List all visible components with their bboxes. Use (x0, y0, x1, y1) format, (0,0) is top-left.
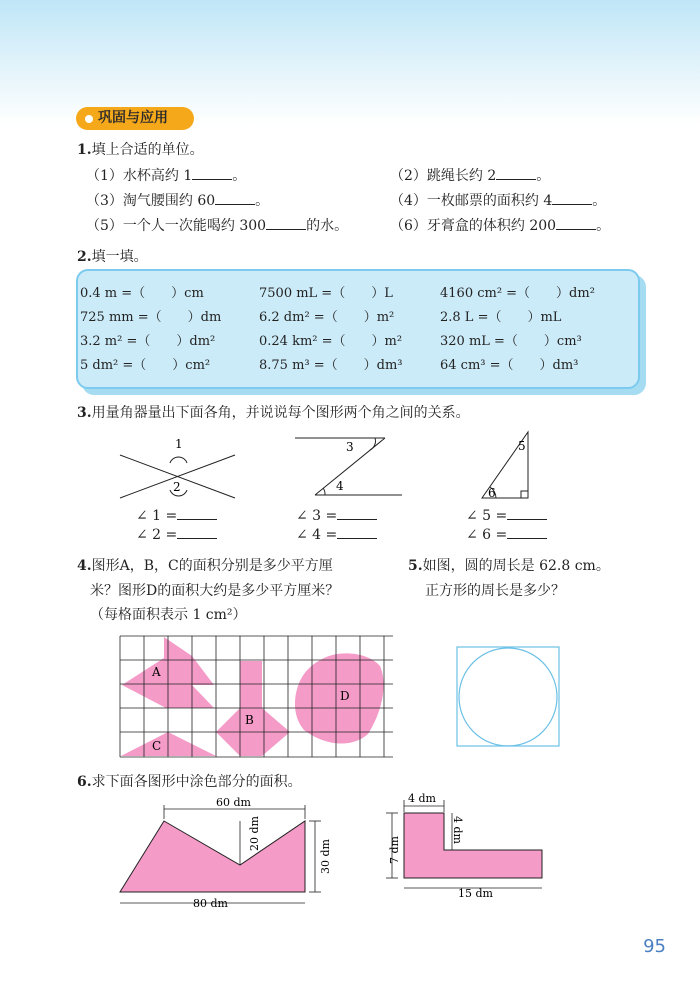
dimension-label: 15 dm (458, 887, 493, 900)
q1-item-text: （1）水杯高约 1 (86, 168, 193, 184)
q1-text: 填上合适的单位。 (91, 142, 204, 158)
dimension-label: 80 dm (193, 897, 228, 910)
angle-label-6: 6 (488, 486, 496, 500)
dimension-label: 20 dm (248, 816, 261, 851)
page-number: 95 (643, 936, 666, 957)
q6-heading (77, 773, 302, 791)
angle-label-4: 4 (336, 479, 344, 493)
answer-label: ∠ 2 = (136, 527, 178, 543)
shape-label-a: A (152, 665, 161, 679)
q1-item-text: （3）淘气腰围约 60 (86, 193, 216, 209)
q2-text: 填一填。 (91, 249, 148, 265)
angle-label-3: 3 (346, 440, 354, 454)
q5-text: 如图，圆的周长是 62.8 cm。 (422, 558, 610, 574)
q1-item-5 (86, 216, 348, 235)
q1-item-6 (390, 216, 610, 235)
suffix: 的水。 (306, 218, 349, 234)
dimension-label: 7 dm (388, 836, 401, 864)
answer-angle-1 (136, 506, 217, 525)
dimension-label: 30 dm (319, 839, 332, 874)
answer-label: ∠ 4 = (296, 527, 338, 543)
answer-label: ∠ 5 = (466, 508, 508, 524)
q1-item-1 (86, 166, 246, 185)
shape-label-b: B (245, 713, 254, 727)
answer-blank[interactable] (507, 506, 547, 520)
period: 。 (536, 168, 551, 184)
answer-blank[interactable] (337, 525, 377, 539)
period: 。 (255, 193, 270, 209)
q5-line-2: 正方形的周长是多少？ (425, 583, 565, 599)
shaded-figure-2 (380, 790, 560, 905)
figure-1-shape (120, 821, 305, 892)
q5-number: 5. (408, 558, 423, 574)
circle-in-square-figure (455, 645, 565, 750)
conversion-item[interactable]: 6.2 dm² =（ ）m² (259, 310, 395, 325)
angle-label-2: 2 (173, 480, 181, 494)
answer-blank[interactable] (177, 506, 217, 520)
q1-item-3 (86, 191, 269, 210)
q1-heading (77, 141, 204, 159)
q4-text: 图形A，B，C的面积分别是多少平方厘 (91, 558, 333, 574)
answer-angle-4 (296, 525, 377, 544)
dimension-label: 4 dm (408, 792, 436, 805)
answer-blank[interactable] (266, 216, 306, 230)
answer-blank[interactable] (215, 191, 255, 205)
conversion-item[interactable]: 4160 cm² =（ ）dm² (440, 286, 595, 301)
q4-number: 4. (77, 558, 92, 574)
answer-blank[interactable] (177, 525, 217, 539)
period: 。 (232, 168, 247, 184)
q1-number: 1. (77, 142, 92, 158)
conversion-item[interactable]: 64 cm³ =（ ）dm³ (440, 358, 579, 373)
circle-shape (459, 648, 557, 746)
answer-angle-3 (296, 506, 377, 525)
dimension-label: 60 dm (216, 796, 251, 809)
q4-line-2: 米？图形D的面积大约是多少平方厘米？ (90, 583, 340, 599)
q1-item-text: （6）牙膏盒的体积约 200 (390, 218, 557, 234)
answer-blank[interactable] (337, 506, 377, 520)
section-title: 巩固与应用 (98, 110, 168, 126)
answer-label: ∠ 6 = (466, 527, 508, 543)
shape-label-c: C (152, 739, 162, 753)
answer-blank[interactable] (496, 166, 536, 180)
q1-item-text: （5）一个人一次能喝约 300 (86, 218, 267, 234)
q6-text: 求下面各图形中涂色部分的面积。 (91, 774, 302, 790)
conversion-item[interactable]: 2.8 L =（ ）mL (440, 310, 562, 325)
period: 。 (592, 193, 607, 209)
conversion-item[interactable]: 7500 mL =（ ）L (259, 286, 393, 301)
answer-angle-6 (466, 525, 547, 544)
answer-blank[interactable] (507, 525, 547, 539)
shaded-figure-1 (100, 795, 340, 910)
period: 。 (596, 218, 611, 234)
shape-label-d: D (340, 689, 350, 703)
answer-angle-5 (466, 506, 547, 525)
q6-number: 6. (77, 774, 92, 790)
shape-a (164, 637, 214, 685)
q1-item-text: （2）跳绳长约 2 (390, 168, 497, 184)
q3-number: 3. (77, 405, 92, 421)
q1-item-2 (390, 166, 550, 185)
angle-label-5: 5 (518, 439, 526, 453)
q1-item-text: （4）一枚邮票的面积约 4 (390, 193, 553, 209)
q3-text: 用量角器量出下面各角，并说说每个图形两个角之间的关系。 (91, 405, 470, 421)
answer-label: ∠ 3 = (296, 508, 338, 524)
shape-c (121, 732, 216, 756)
conversion-item[interactable]: 725 mm =（ ）dm (80, 310, 222, 325)
conversion-item[interactable]: 8.75 m³ =（ ）dm³ (259, 358, 403, 373)
answer-blank[interactable] (192, 166, 232, 180)
angle-label-1: 1 (175, 437, 183, 451)
q2-heading (77, 248, 148, 266)
figure-2-shape (404, 813, 542, 878)
conversion-item[interactable]: 0.24 km² =（ ）m² (259, 334, 403, 349)
answer-angle-2 (136, 525, 217, 544)
shape-b (216, 661, 290, 756)
area-grid-figure (118, 634, 395, 760)
conversion-item[interactable]: 0.4 m =（ ）cm (80, 286, 204, 301)
q4-line-1 (77, 557, 333, 575)
section-badge (76, 107, 194, 130)
answer-blank[interactable] (556, 216, 596, 230)
badge-dot-icon (85, 115, 93, 123)
conversion-item[interactable]: 320 mL =（ ）cm³ (440, 334, 582, 349)
dimension-label: 4 dm (451, 816, 464, 844)
q4-line-3: （每格面积表示 1 cm²） (90, 607, 247, 623)
answer-label: ∠ 1 = (136, 508, 178, 524)
answer-blank[interactable] (552, 191, 592, 205)
q1-item-4 (390, 191, 606, 210)
q2-number: 2. (77, 249, 92, 265)
q5-line-1 (408, 557, 610, 575)
conversion-item[interactable]: 5 dm² =（ ）cm² (80, 358, 211, 373)
conversion-item[interactable]: 3.2 m² =（ ）dm² (80, 334, 216, 349)
